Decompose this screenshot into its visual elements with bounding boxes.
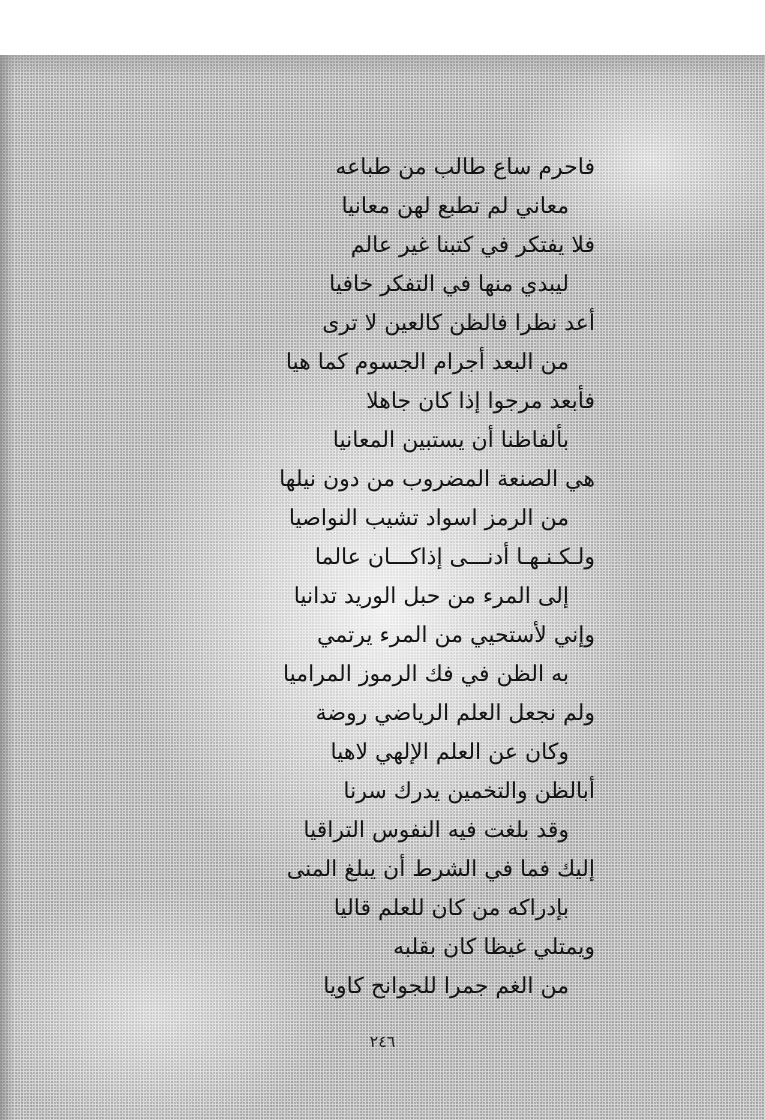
verse-line: فأبعد مرجوا إذا كان جاهلا bbox=[366, 389, 595, 414]
verse-line: ولـكـنـهـا أدنـــى إذاكـــان عالما bbox=[314, 545, 595, 570]
verse-line: إلى المرء من حبل الوريد تدانيا bbox=[293, 584, 569, 609]
verse-line: به الظن في فك الرموز المراميا bbox=[282, 662, 569, 687]
page-number: ٢٤٦ bbox=[369, 1032, 396, 1051]
verse-line: ولم نجعل العلم الرياضي روضة bbox=[315, 701, 595, 726]
verse-line: فلا يفتكر في كتبنا غير عالم bbox=[350, 233, 595, 258]
verse-line: أعد نظرا فالظن كالعين لا ترى bbox=[322, 311, 595, 336]
verse-line: هي الصنعة المضروب من دون نيلها bbox=[279, 467, 595, 492]
verse-line: وقد بلغت فيه النفوس التراقيا bbox=[303, 818, 569, 843]
page-top-shadow bbox=[0, 55, 765, 77]
verse-line: ويمتلي غيظا كان بقلبه bbox=[393, 935, 595, 960]
verse-line: فاحرم ساع طالب من طباعه bbox=[335, 155, 595, 180]
verse-line: وإني لأستحيي من المرء يرتمي bbox=[317, 623, 595, 648]
verse-line: من الرمز اسواد تشيب النواصيا bbox=[288, 506, 569, 531]
poem-text bbox=[205, 148, 595, 1006]
verse-line: أبالظن والتخمين يدرك سرنا bbox=[343, 779, 595, 804]
verse-line: من البعد أجرام الجسوم كما هيا bbox=[285, 350, 569, 375]
verse-line: إليك فما في الشرط أن يبلغ المنى bbox=[286, 857, 595, 882]
verse-line: من الغم جمرا للجوانح كاويا bbox=[323, 974, 569, 999]
verse-line: بإدراكه من كان للعلم قاليا bbox=[333, 896, 569, 921]
verse-line: معاني لم تطبع لهن معانيا bbox=[341, 194, 569, 219]
verse-line: بألفاظنا أن يستبين المعانيا bbox=[332, 428, 569, 453]
page-edge-shadow bbox=[0, 55, 14, 1120]
verse-line: وكان عن العلم الإلهي لاهيا bbox=[330, 740, 569, 765]
verse-line: ليبدي منها في التفكر خافيا bbox=[329, 272, 569, 297]
